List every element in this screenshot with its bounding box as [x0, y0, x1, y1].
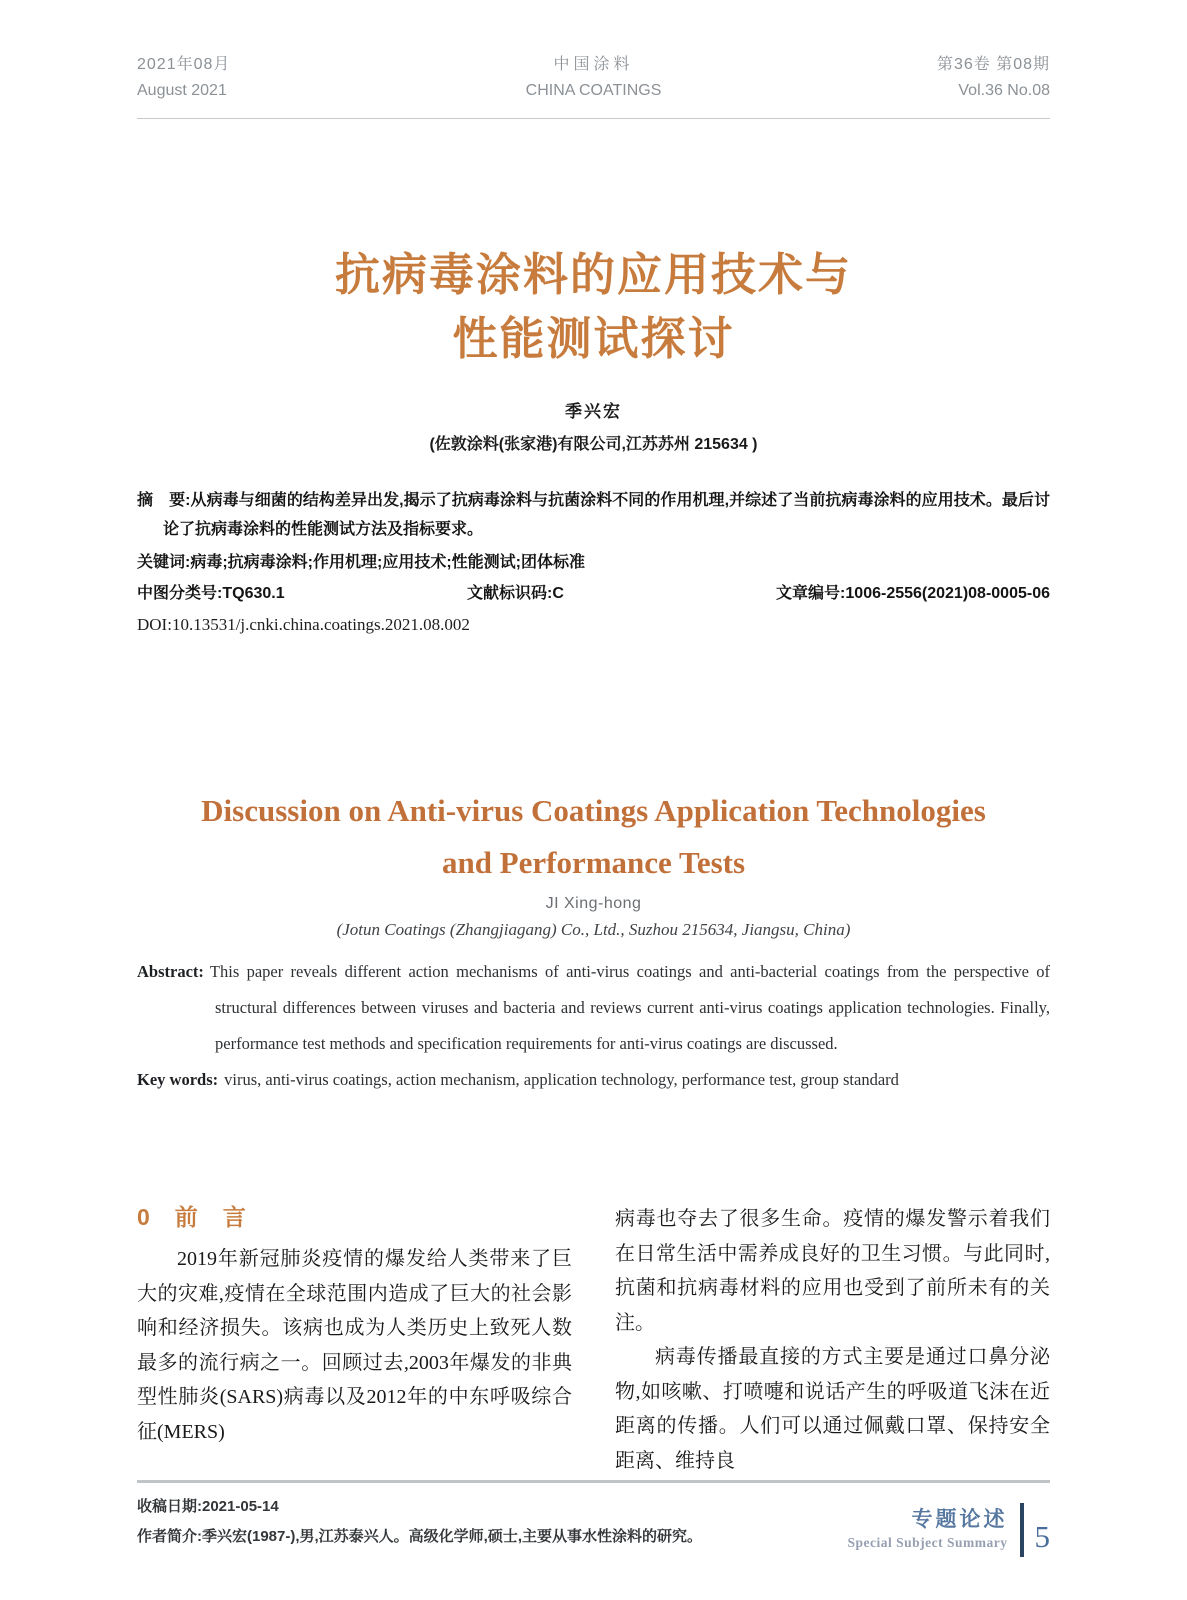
body-paragraph-right-1: 病毒也夺去了很多生命。疫情的爆发警示着我们在日常生活中需养成良好的卫生习惯。与此同时,抗菌和抗病毒材料的应用也受到了前所未有的关注。 — [615, 1208, 1050, 1334]
article-title-zh — [137, 243, 1050, 371]
keywords-en-text: virus, anti-virus coatings, action mechanism, application technology, performance test, group standard — [224, 1070, 899, 1089]
abstract-en — [137, 954, 1050, 1062]
classification-row — [137, 579, 1050, 608]
issue-date-en: August 2021 — [137, 82, 227, 99]
footnote-divider — [137, 1480, 1050, 1483]
received-date: 收稿日期:2021-05-14 — [137, 1498, 279, 1515]
body-column-right — [615, 1202, 1050, 1478]
keywords-zh-text: 病毒;抗病毒涂料;作用机理;应用技术;性能测试;团体标准 — [190, 554, 585, 571]
header-issue-date — [137, 52, 438, 104]
footer-divider-bar — [1020, 1503, 1024, 1557]
abstract-zh — [137, 486, 1050, 544]
keywords-zh-label: 关键词: — [137, 554, 191, 571]
body-columns — [137, 1202, 1050, 1478]
article-id-value: 1006-2556(2021)08-0005-06 — [845, 585, 1050, 602]
issue-date-zh: 2021年08月 — [137, 56, 231, 73]
page-content — [137, 0, 1050, 1548]
body-paragraph-right-2: 病毒传播最直接的方式主要是通过口鼻分泌物,如咳嗽、打喷嚏和说话产生的呼吸道飞沫在近距离的传播。人们可以通过佩戴口罩、保持安全距离、维持良 — [615, 1346, 1050, 1472]
column-name-zh: 专题论述 — [911, 1508, 1008, 1531]
abstract-en-label: Abstract: — [137, 962, 204, 981]
abstract-zh-text: 从病毒与细菌的结构差异出发,揭示了抗病毒涂料与抗菌涂料不同的作用机理,并综述了当前抗病毒涂料的应用技术。最后讨论了抗病毒涂料的性能测试方法及指标要求。 — [163, 492, 1050, 538]
document-code — [467, 579, 755, 608]
article-title-en-line2: and Performance Tests — [441, 845, 746, 880]
clc-number — [137, 579, 467, 608]
affiliation-en: (Jotun Coatings (Zhangjiagang) Co., Ltd., Suzhou 215634, Jiangsu, China) — [336, 920, 851, 939]
keywords-en — [137, 1062, 1050, 1098]
clc-label: 中图分类号: — [137, 585, 223, 602]
author-bio: 作者简介:季兴宏(1987-),男,江苏泰兴人。高级化学师,硕士,主要从事水性涂料的研究。 — [137, 1528, 703, 1545]
article-id — [755, 579, 1050, 608]
document-code-label: 文献标识码: — [467, 585, 553, 602]
article-title-zh-line2: 性能测试探讨 — [452, 313, 735, 364]
author-en: JI Xing-hong — [545, 895, 642, 912]
doi: DOI:10.13531/j.cnki.china.coatings.2021.08.002 — [137, 615, 470, 634]
page-number: 5 — [1034, 1519, 1050, 1554]
section-heading-introduction: 0 前 言 — [137, 1204, 247, 1230]
body-column-left — [137, 1202, 572, 1478]
journal-running-header — [137, 0, 1050, 119]
keywords-zh — [137, 548, 1050, 577]
article-id-label: 文章编号: — [776, 585, 846, 602]
document-code-value: C — [552, 585, 564, 602]
journal-name-en: CHINA COATINGS — [525, 82, 662, 99]
column-name-en: Special Subject Summary — [847, 1535, 1008, 1550]
article-title-en-line1: Discussion on Anti-virus Coatings Application Technologies — [201, 793, 986, 828]
header-volume-issue — [749, 52, 1050, 104]
clc-value: TQ630.1 — [222, 585, 285, 602]
header-journal-name — [438, 52, 748, 104]
abstract-en-text: This paper reveals different action mechanisms of anti-virus coatings and anti-bacterial coatings from the perspective of structural differences between viruses and bacteria and reviews current anti-virus coatings application technologies. Finally, performance test methods and specification requirements for anti-virus coatings are discussed. — [209, 962, 1050, 1053]
volume-issue-en: Vol.36 No.08 — [958, 82, 1050, 99]
article-title-zh-line1: 抗病毒涂料的应用技术与 — [334, 249, 852, 300]
article-title-en — [137, 785, 1050, 889]
body-paragraph-left: 2019年新冠肺炎疫情的爆发给人类带来了巨大的灾难,疫情在全球范围内造成了巨大的社会影响和经济损失。该病也成为人类历史上致死人数最多的流行病之一。回顾过去,2003年爆发的非典型性肺炎(SARS)病毒以及2012年的中东呼吸综合征(MERS) — [137, 1248, 572, 1443]
journal-name-zh: 中国涂料 — [553, 56, 634, 73]
abstract-zh-label: 摘 要: — [137, 492, 191, 509]
author-zh: 季兴宏 — [565, 402, 622, 421]
column-labels — [848, 1507, 1008, 1553]
affiliation-zh: (佐敦涂料(张家港)有限公司,江苏苏州 215634 ) — [429, 436, 758, 453]
page-footer — [848, 1496, 1051, 1564]
volume-issue-zh: 第36卷 第08期 — [936, 56, 1050, 73]
keywords-en-label: Key words: — [137, 1070, 219, 1089]
